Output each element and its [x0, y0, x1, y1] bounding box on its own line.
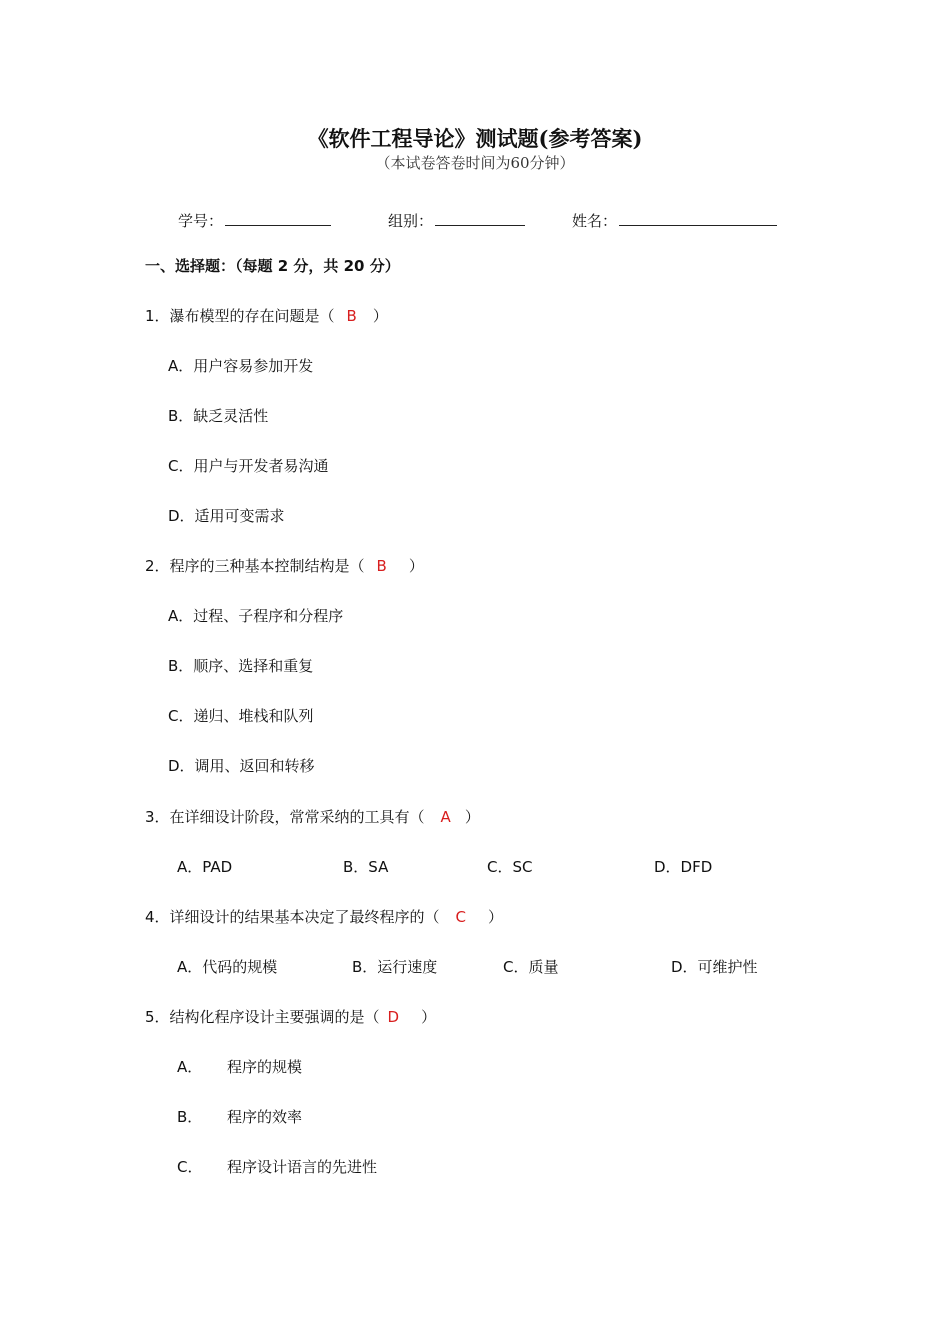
- option-item: B．SA: [343, 858, 389, 876]
- option-letter: A．: [177, 1058, 203, 1076]
- answer-text: A: [440, 808, 451, 826]
- question-text: 5．结构化程序设计主要强调的是（: [145, 1008, 380, 1026]
- option-text: 程序的规模: [227, 1058, 303, 1076]
- option-item: D．可维护性: [671, 958, 758, 976]
- option-item: C．质量: [503, 958, 559, 976]
- option-letter: C．: [177, 1158, 203, 1176]
- student-id-field: [178, 210, 331, 231]
- option-letter: B．: [177, 1108, 203, 1126]
- student-id-label: 学号：: [178, 212, 224, 230]
- answer-text: C: [455, 908, 467, 926]
- option-item: A．PAD: [177, 858, 233, 876]
- name-field: [572, 210, 777, 231]
- question-5: [145, 1006, 436, 1027]
- option-item: A．代码的规模: [177, 958, 278, 976]
- answer-text: B: [346, 307, 357, 325]
- question-text: 1．瀑布模型的存在问题是（: [145, 307, 335, 325]
- option-text: 程序的效率: [227, 1108, 303, 1126]
- answer-text: B: [376, 557, 387, 575]
- question-suffix: ）: [421, 1008, 437, 1026]
- option-item: C．用户与开发者易沟通: [168, 457, 329, 475]
- group-blank: [435, 211, 525, 226]
- question-3: [145, 806, 480, 827]
- option-item: [177, 1106, 302, 1127]
- name-label: 姓名：: [572, 212, 618, 230]
- answer-text: D: [387, 1008, 400, 1026]
- option-item: B．运行速度: [352, 958, 438, 976]
- student-id-blank: [225, 211, 331, 226]
- question-text: 4．详细设计的结果基本决定了最终程序的（: [145, 908, 440, 926]
- section-heading: 一、选择题：（每题 2 分，共 20 分）: [145, 257, 400, 275]
- question-suffix: ）: [464, 808, 480, 826]
- page-subtitle: （本试卷答卷时间为60分钟）: [375, 154, 575, 172]
- page-title: 《软件工程导论》测试题(参考答案): [307, 126, 643, 151]
- option-item: C．SC: [487, 858, 533, 876]
- option-item: A．用户容易参加开发: [168, 357, 314, 375]
- option-item: A．过程、子程序和分程序: [168, 607, 344, 625]
- question-suffix: ）: [488, 908, 504, 926]
- option-text: 程序设计语言的先进性: [227, 1158, 378, 1176]
- question-suffix: ）: [372, 307, 388, 325]
- option-item: C．递归、堆栈和队列: [168, 707, 314, 725]
- question-2: [145, 555, 424, 576]
- option-item: D．适用可变需求: [168, 507, 285, 525]
- question-suffix: ）: [408, 557, 424, 575]
- question-text: 3．在详细设计阶段，常常采纳的工具有（: [145, 808, 425, 826]
- group-label: 组别：: [388, 212, 434, 230]
- question-text: 2．程序的三种基本控制结构是（: [145, 557, 365, 575]
- option-item: D．DFD: [654, 858, 713, 876]
- option-item: [177, 1156, 377, 1177]
- name-blank: [619, 211, 777, 226]
- option-item: B．缺乏灵活性: [168, 407, 269, 425]
- question-1: [145, 305, 388, 326]
- group-field: [388, 210, 525, 231]
- question-4: [145, 906, 503, 927]
- option-item: B．顺序、选择和重复: [168, 657, 314, 675]
- option-item: [177, 1056, 302, 1077]
- option-item: D．调用、返回和转移: [168, 757, 315, 775]
